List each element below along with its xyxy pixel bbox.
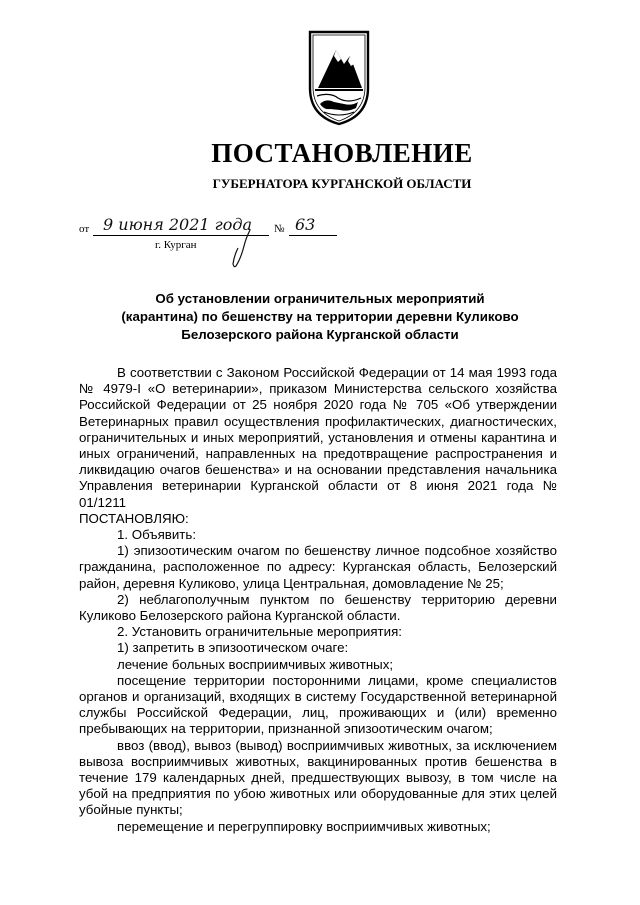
number-underline	[289, 235, 337, 236]
restriction-item: лечение больных восприимчивых животных;	[117, 656, 394, 672]
date-number-line	[79, 215, 359, 241]
number-prefix: №	[274, 223, 285, 235]
title-line: (карантина) по бешенству на территории деревни Куликово	[121, 309, 519, 324]
restriction-item: ввоз (ввод), вывоз (вывод) восприимчивых животных, за исключением вывоза восприимчивых животных, вакцинированных против бешенства в течение 179 календарных дней, предшествующих вывозу, в том числе на убой на предприятия по убою животных или оборудованные для этих целей убойные пункты;	[79, 737, 557, 818]
title-line: Белозерского района Курганской области	[181, 327, 459, 342]
document-title	[100, 290, 540, 344]
clause-2-1: 1) запретить в эпизоотическом очаге:	[117, 640, 349, 656]
number-value: 63	[295, 215, 316, 234]
issuer-line: ГУБЕРНАТОРА КУРГАНСКОЙ ОБЛАСТИ	[212, 176, 472, 191]
resolution-keyword: ПОСТАНОВЛЯЮ:	[79, 510, 189, 526]
coat-of-arms-icon	[308, 26, 370, 126]
date-prefix: от	[79, 223, 90, 235]
clause-1-1: 1) эпизоотическим очагом по бешенству личное подсобное хозяйство гражданина, расположенное по адресу: Курганская область, Белозерский район, деревня Куликово, улица Центральная, домовладение № 25;	[79, 543, 557, 591]
restriction-item: посещение территории посторонними лицами, кроме специалистов органов и организаций, входящих в систему Государственной ветеринарной службы Российской Федерации, лиц, проживающих и (или) временно пребывающих на территории, признанной эпизоотическим очагом;	[79, 672, 557, 737]
document-type-heading: ПОСТАНОВЛЕНИЕ	[211, 138, 473, 168]
pen-stroke-mark	[228, 228, 258, 268]
title-line: Об установлении ограничительных мероприятий	[155, 291, 485, 306]
city-label: г. Курган	[155, 239, 197, 251]
clause-2: 2. Установить ограничительные мероприятия:	[117, 624, 402, 640]
restriction-item: перемещение и перегруппировку восприимчивых животных;	[117, 818, 491, 834]
preamble-paragraph: В соответствии с Законом Российской Федерации от 14 мая 1993 года № 4979-I «О ветеринарии», приказом Министерства сельского хозяйства Российской Федерации от 25 ноября 2020 года № 705 «Об утверждении Ветеринарных правил осуществления профилактических, диагностических, ограничительных и иных мероприятий, установления и отмены карантина и иных ограничений, направленных на предотвращение распространения и ликвидацию очагов бешенства» и на основании представления начальника Управления ветеринарии Курганской области от 8 июня 2021 года № 01/1211	[79, 365, 557, 510]
clause-1: 1. Объявить:	[117, 527, 197, 543]
date-value: 9 июня 2021 года	[103, 215, 253, 234]
document-body	[79, 365, 557, 835]
clause-1-2: 2) неблагополучным пунктом по бешенству территорию деревни Куликово Белозерского района Курганской области.	[79, 591, 557, 624]
